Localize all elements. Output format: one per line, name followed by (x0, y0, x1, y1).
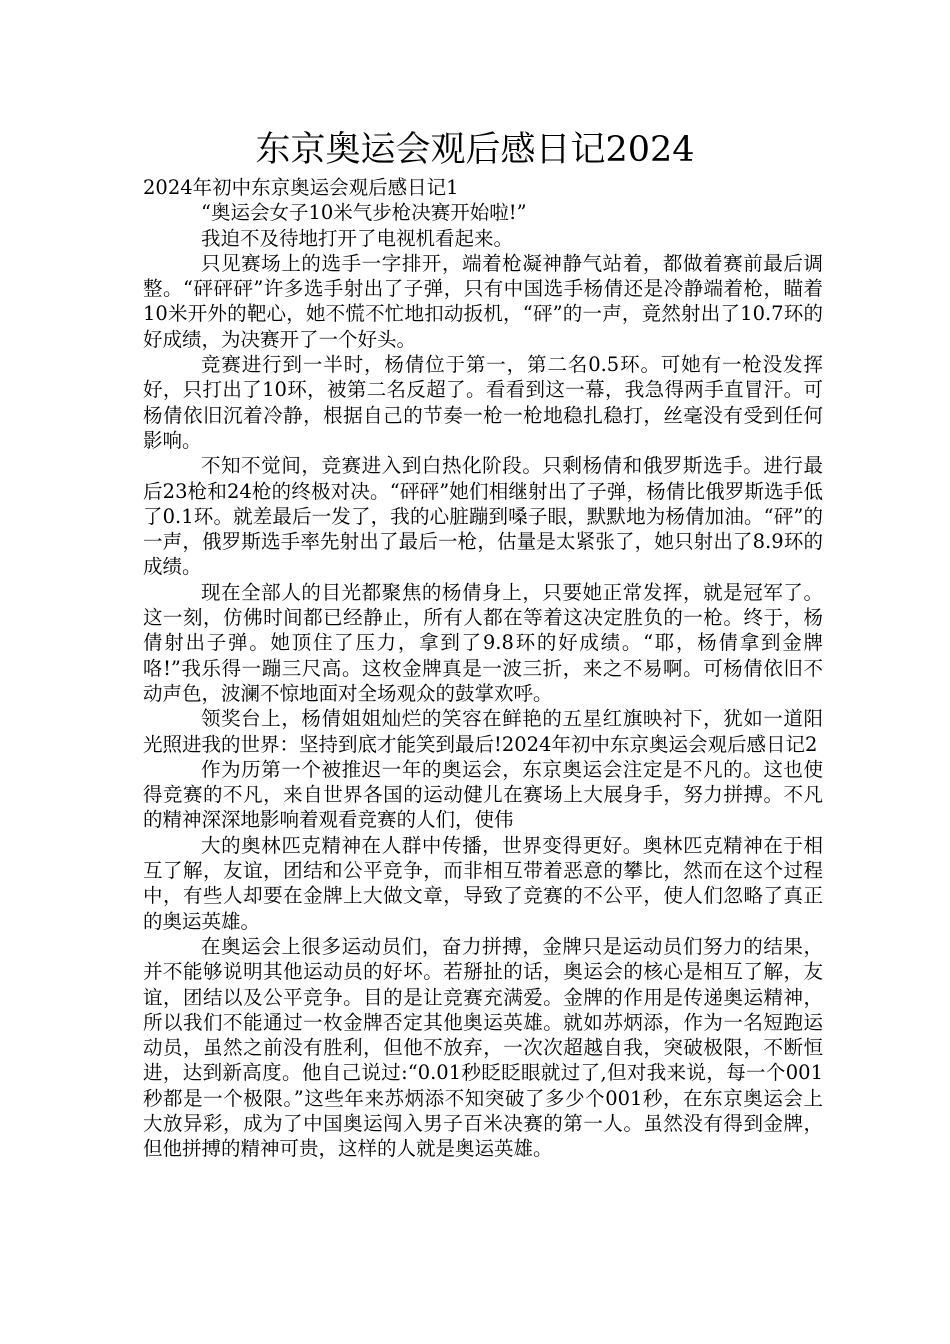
paragraph: 我迫不及待地打开了电视机看起来。 (201, 226, 514, 250)
paragraph: 不知不觉间，竞赛进入到白热化阶段。只剩杨倩和俄罗斯选手。进行最后23枪和24枪的终极对决。“砰砰”她们相继射出了子弹，杨倩比俄罗斯选手低了0.1环。就差最后一发了，我的心脏蹦到嗓子眼，默默地为杨倩加油。“砰”的一声，俄罗斯选手率先射出了最后一枪，估量是太紧张了，她只射出了8.9环的成绩。 (143, 454, 823, 579)
paragraph: “奥运会女子10米气步枪决赛开始啦!” (201, 201, 527, 225)
paragraph: 领奖台上，杨倩姐姐灿烂的笑容在鲜艳的五星红旗映衬下，犹如一道阳光照进我的世界：坚持到底才能笑到最后!2024年初中东京奥运会观后感日记2 (143, 707, 823, 756)
paragraph: 在奥运会上很多运动员们，奋力拼搏，金牌只是运动员们努力的结果，并不能够说明其他运动员的好坏。若掰扯的话，奥运会的核心是相互了解，友谊，团结以及公平竞争。目的是让竞赛充满爱。金牌的作用是传递奥运精神，所以我们不能通过一枚金牌否定其他奥运英雄。就如苏炳添，作为一名短跑运动员，虽然之前没有胜利，但他不放弃，一次次超越自我，突破极限，不断恒进，达到新高度。他自己说过:“0.01秒眨眨眼就过了,但对我来说，每一个001秒都是一个极限。”这些年来苏炳添不知突破了多少个001秒，在东京奥运会上大放异彩，成为了中国奥运闯入男子百米决赛的第一人。虽然没有得到金牌，但他拼搏的精神可贵，这样的人就是奥运英雄。 (143, 934, 823, 1161)
document-body (143, 175, 823, 1162)
document-title: 东京奥运会观后感日记2024 (255, 130, 695, 170)
paragraph: 竞赛进行到一半时，杨倩位于第一，第二名0.5环。可她有一枪没发挥好，只打出了10环，被第二名反超了。看看到这一幕，我急得两手直冒汗。可杨倩依旧沉着冷静，根据自己的节奏一枪一枪地稳扎稳打，丝毫没有受到任何影响。 (143, 353, 823, 452)
paragraph: 大的奥林匹克精神在人群中传播，世界变得更好。奥林匹克精神在于相互了解，友谊，团结和公平竞争，而非相互带着恶意的攀比，然而在这个过程中，有些人却要在金牌上大做文章，导致了竞赛的不公平，使人们忽略了真正的奥运英雄。 (143, 833, 823, 933)
paragraph: 2024年初中东京奥运会观后感日记1 (143, 176, 459, 199)
paragraph: 作为历第一个被推迟一年的奥运会，东京奥运会注定是不凡的。这也使得竞赛的不凡，来自世界各国的运动健儿在赛场上大展身手，努力拼搏。不凡的精神深深地影响着观看竞赛的人们，使伟 (143, 757, 823, 832)
paragraph: 现在全部人的目光都聚焦的杨倩身上，只要她正常发挥，就是冠军了。这一刻，仿佛时间都已经静止，所有人都在等着这决定胜负的一枪。终于，杨倩射出子弹。她顶住了压力，拿到了9.8环的好成绩。“耶，杨倩拿到金牌咯!”我乐得一蹦三尺高。这枚金牌真是一波三折，来之不易啊。可杨倩依旧不动声色，波澜不惊地面对全场观众的鼓掌欢呼。 (143, 580, 823, 705)
paragraph: 只见赛场上的选手一字排开，端着枪凝神静气站着，都做着赛前最后调整。“砰砰砰”许多选手射出了子弹，只有中国选手杨倩还是冷静端着枪，瞄着10米开外的靶心，她不慌不忙地扣动扳机，“砰”的一声，竟然射出了10.7环的好成绩，为决赛开了一个好头。 (143, 251, 823, 351)
